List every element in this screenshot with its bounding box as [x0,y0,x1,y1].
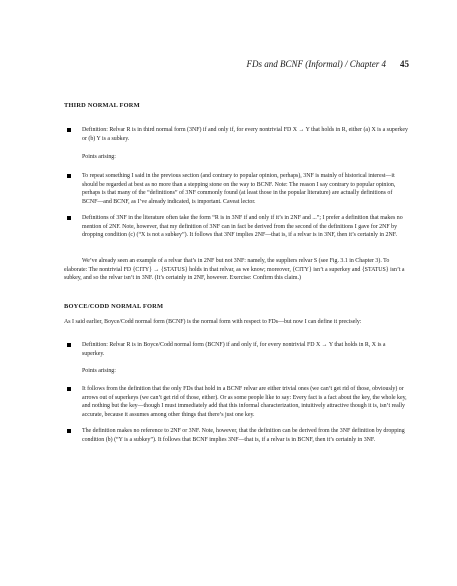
running-head [247,59,410,69]
section-heading-third-normal-form: THIRD NORMAL FORM [64,102,140,109]
page-number: 45 [400,59,409,69]
bcnf-intro-paragraph: As I said earlier, Boyce/Codd normal form (BCNF) is the normal form with respect to FDs—but now I can define it precisely: [64,319,362,325]
bullet-icon [67,128,71,132]
definition-3nf: Definition: Relvar R is in third normal form (3NF) if and only if, for every nontrivial FD X → Y that holds in R, either (a) X is a superkey or (b) Y is a subkey. [82,127,408,142]
points-arising-label: Points arising: [82,368,116,374]
third-point-2: Definitions of 3NF in the literature often take the form “R is in 3NF if and only if it’s in 2NF and ...”; I prefer a definition that makes no mention of 2NF. Note, however, that my definition of 3NF can in fact be derived from the second of the definitions I gave for 2NF by dropping condition (c) (“X is not a subkey”). It follows that 3NF implies 2NF—that is, if a relvar is in 3NF, then it’s certainly in 2NF. [82,215,403,239]
third-point-1: To repeat something I said in the previous section (and contrary to popular opinion, perhaps), 3NF is mainly of historical interest—it should be regarded at best as no more than a stepping stone on the way to BCNF. Note: The reason I say contrary to popular opinion, perhaps is that many of the “definitions” of 3NF commonly found (at least those in the popular literature) are actually definitions of BCNF—and BCNF, as I’ve already indicated, is important. Caveat lector. [82,173,396,205]
running-head-title: FDs and BCNF (Informal) / Chapter 4 [246,59,386,69]
bcnf-point-2: The definition makes no reference to 2NF or 3NF. Note, however, that the definition can be derived from the 3NF definition by dropping condition (b) (“Y is a subkey”). It follows that BCNF implies 3NF—that is, if a relvar is in BCNF, then it’s certainly in 3NF. [82,428,405,443]
definition-bcnf: Definition: Relvar R is in Boyce/Codd normal form (BCNF) if and only if, for every nontrivial FD X → Y that holds in R, X is a superkey. [82,342,386,357]
bullet-icon [67,387,71,391]
bullet-icon [67,174,71,178]
bcnf-point-1: It follows from the definition that the only FDs that hold in a BCNF relvar are either trivial ones (we can’t get rid of those, obviously) or arrows out of superkeys (we can’t get rid of those, either). Or as some people like to say: Every fact is a fact about the key, the whole key, and nothing but the key—though I must immediately add that this informal characterization, intuitively attractive though it is, isn’t really accurate, because it assumes among other things that there’s just one key. [82,386,407,418]
section-heading-boyce-codd-normal-form: BOYCE/CODD NORMAL FORM [64,303,164,310]
bullet-icon [67,429,71,433]
third-example-paragraph: We’ve already seen an example of a relvar that’s in 2NF but not 3NF: namely, the suppliers relvar S (see Fig. 3.1 in Chapter 3). To elaborate: The nontrivial FD {CITY} → {STATUS} holds in that relvar, as we know; moreover, {CITY} isn’t a superkey and {STATUS} isn’t a subkey, and so the relvar isn’t in 3NF. (It’s certainly in 2NF, however. Exercise: Confirm this claim.) [64,258,405,282]
points-arising-label: Points arising: [82,154,116,160]
bullet-icon [67,343,71,347]
bullet-icon [67,216,71,220]
